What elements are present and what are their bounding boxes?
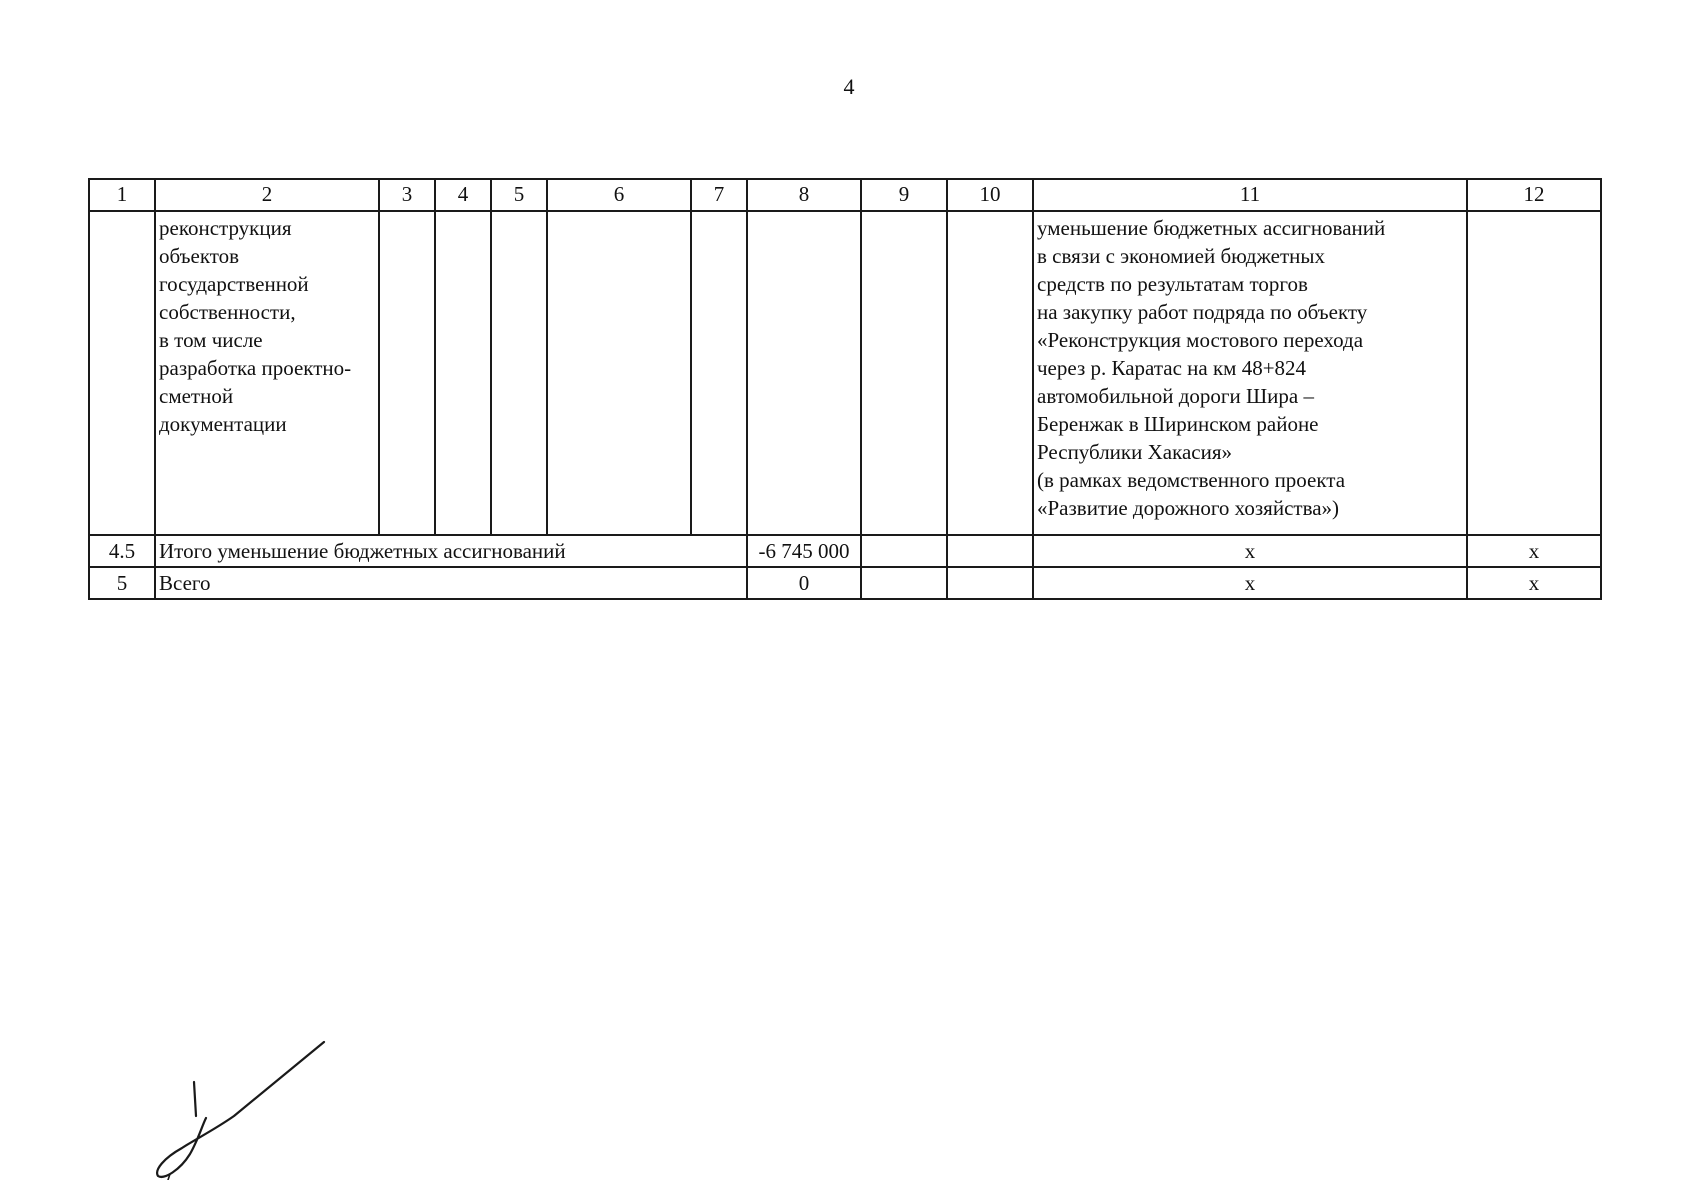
column-number: 11 [1033, 179, 1467, 211]
row-number-cell [89, 211, 155, 535]
total-row [89, 567, 1601, 599]
column-number: 8 [747, 179, 861, 211]
column-number: 3 [379, 179, 435, 211]
empty-cell [435, 211, 491, 535]
column-number-row [89, 179, 1601, 211]
empty-cell [947, 567, 1033, 599]
empty-cell [947, 211, 1033, 535]
column-number: 4 [435, 179, 491, 211]
column-number: 1 [89, 179, 155, 211]
expense-description-cell: реконструкция объектов государственной собственности, в том числе разработка проектно- сметной документации [155, 211, 379, 535]
justification-cell: уменьшение бюджетных ассигнований в связи с экономией бюджетных средств по результатам торгов на закупку работ подряда по объекту «Реконструкция мостового перехода через р. Каратас на км 48+824 автомобильной дороги Шира – Беренжак в Ширинском районе Республики Хакасия» (в рамках ведомственного проекта «Развитие дорожного хозяйства») [1033, 211, 1467, 535]
empty-cell [861, 567, 947, 599]
empty-cell [491, 211, 547, 535]
justification-cell: x [1033, 535, 1467, 567]
column-number: 7 [691, 179, 747, 211]
table-row [89, 211, 1601, 535]
empty-cell [691, 211, 747, 535]
note-cell [1467, 211, 1601, 535]
empty-cell [861, 535, 947, 567]
budget-table [88, 178, 1602, 600]
subtotal-row [89, 535, 1601, 567]
column-number: 10 [947, 179, 1033, 211]
empty-cell [547, 211, 691, 535]
column-number: 12 [1467, 179, 1601, 211]
row-number-cell: 5 [89, 567, 155, 599]
justification-cell: x [1033, 567, 1467, 599]
row-number-cell: 4.5 [89, 535, 155, 567]
column-number: 9 [861, 179, 947, 211]
total-amount: 0 [747, 567, 861, 599]
column-number: 5 [491, 179, 547, 211]
column-number: 6 [547, 179, 691, 211]
subtotal-label: Итого уменьшение бюджетных ассигнований [155, 535, 747, 567]
note-cell: x [1467, 567, 1601, 599]
total-label: Всего [155, 567, 747, 599]
empty-cell [947, 535, 1033, 567]
subtotal-amount: -6 745 000 [747, 535, 861, 567]
signature-icon [150, 1030, 340, 1180]
empty-cell [379, 211, 435, 535]
page-number: 4 [843, 74, 855, 99]
empty-cell [861, 211, 947, 535]
note-cell: x [1467, 535, 1601, 567]
empty-cell [747, 211, 861, 535]
column-number: 2 [155, 179, 379, 211]
